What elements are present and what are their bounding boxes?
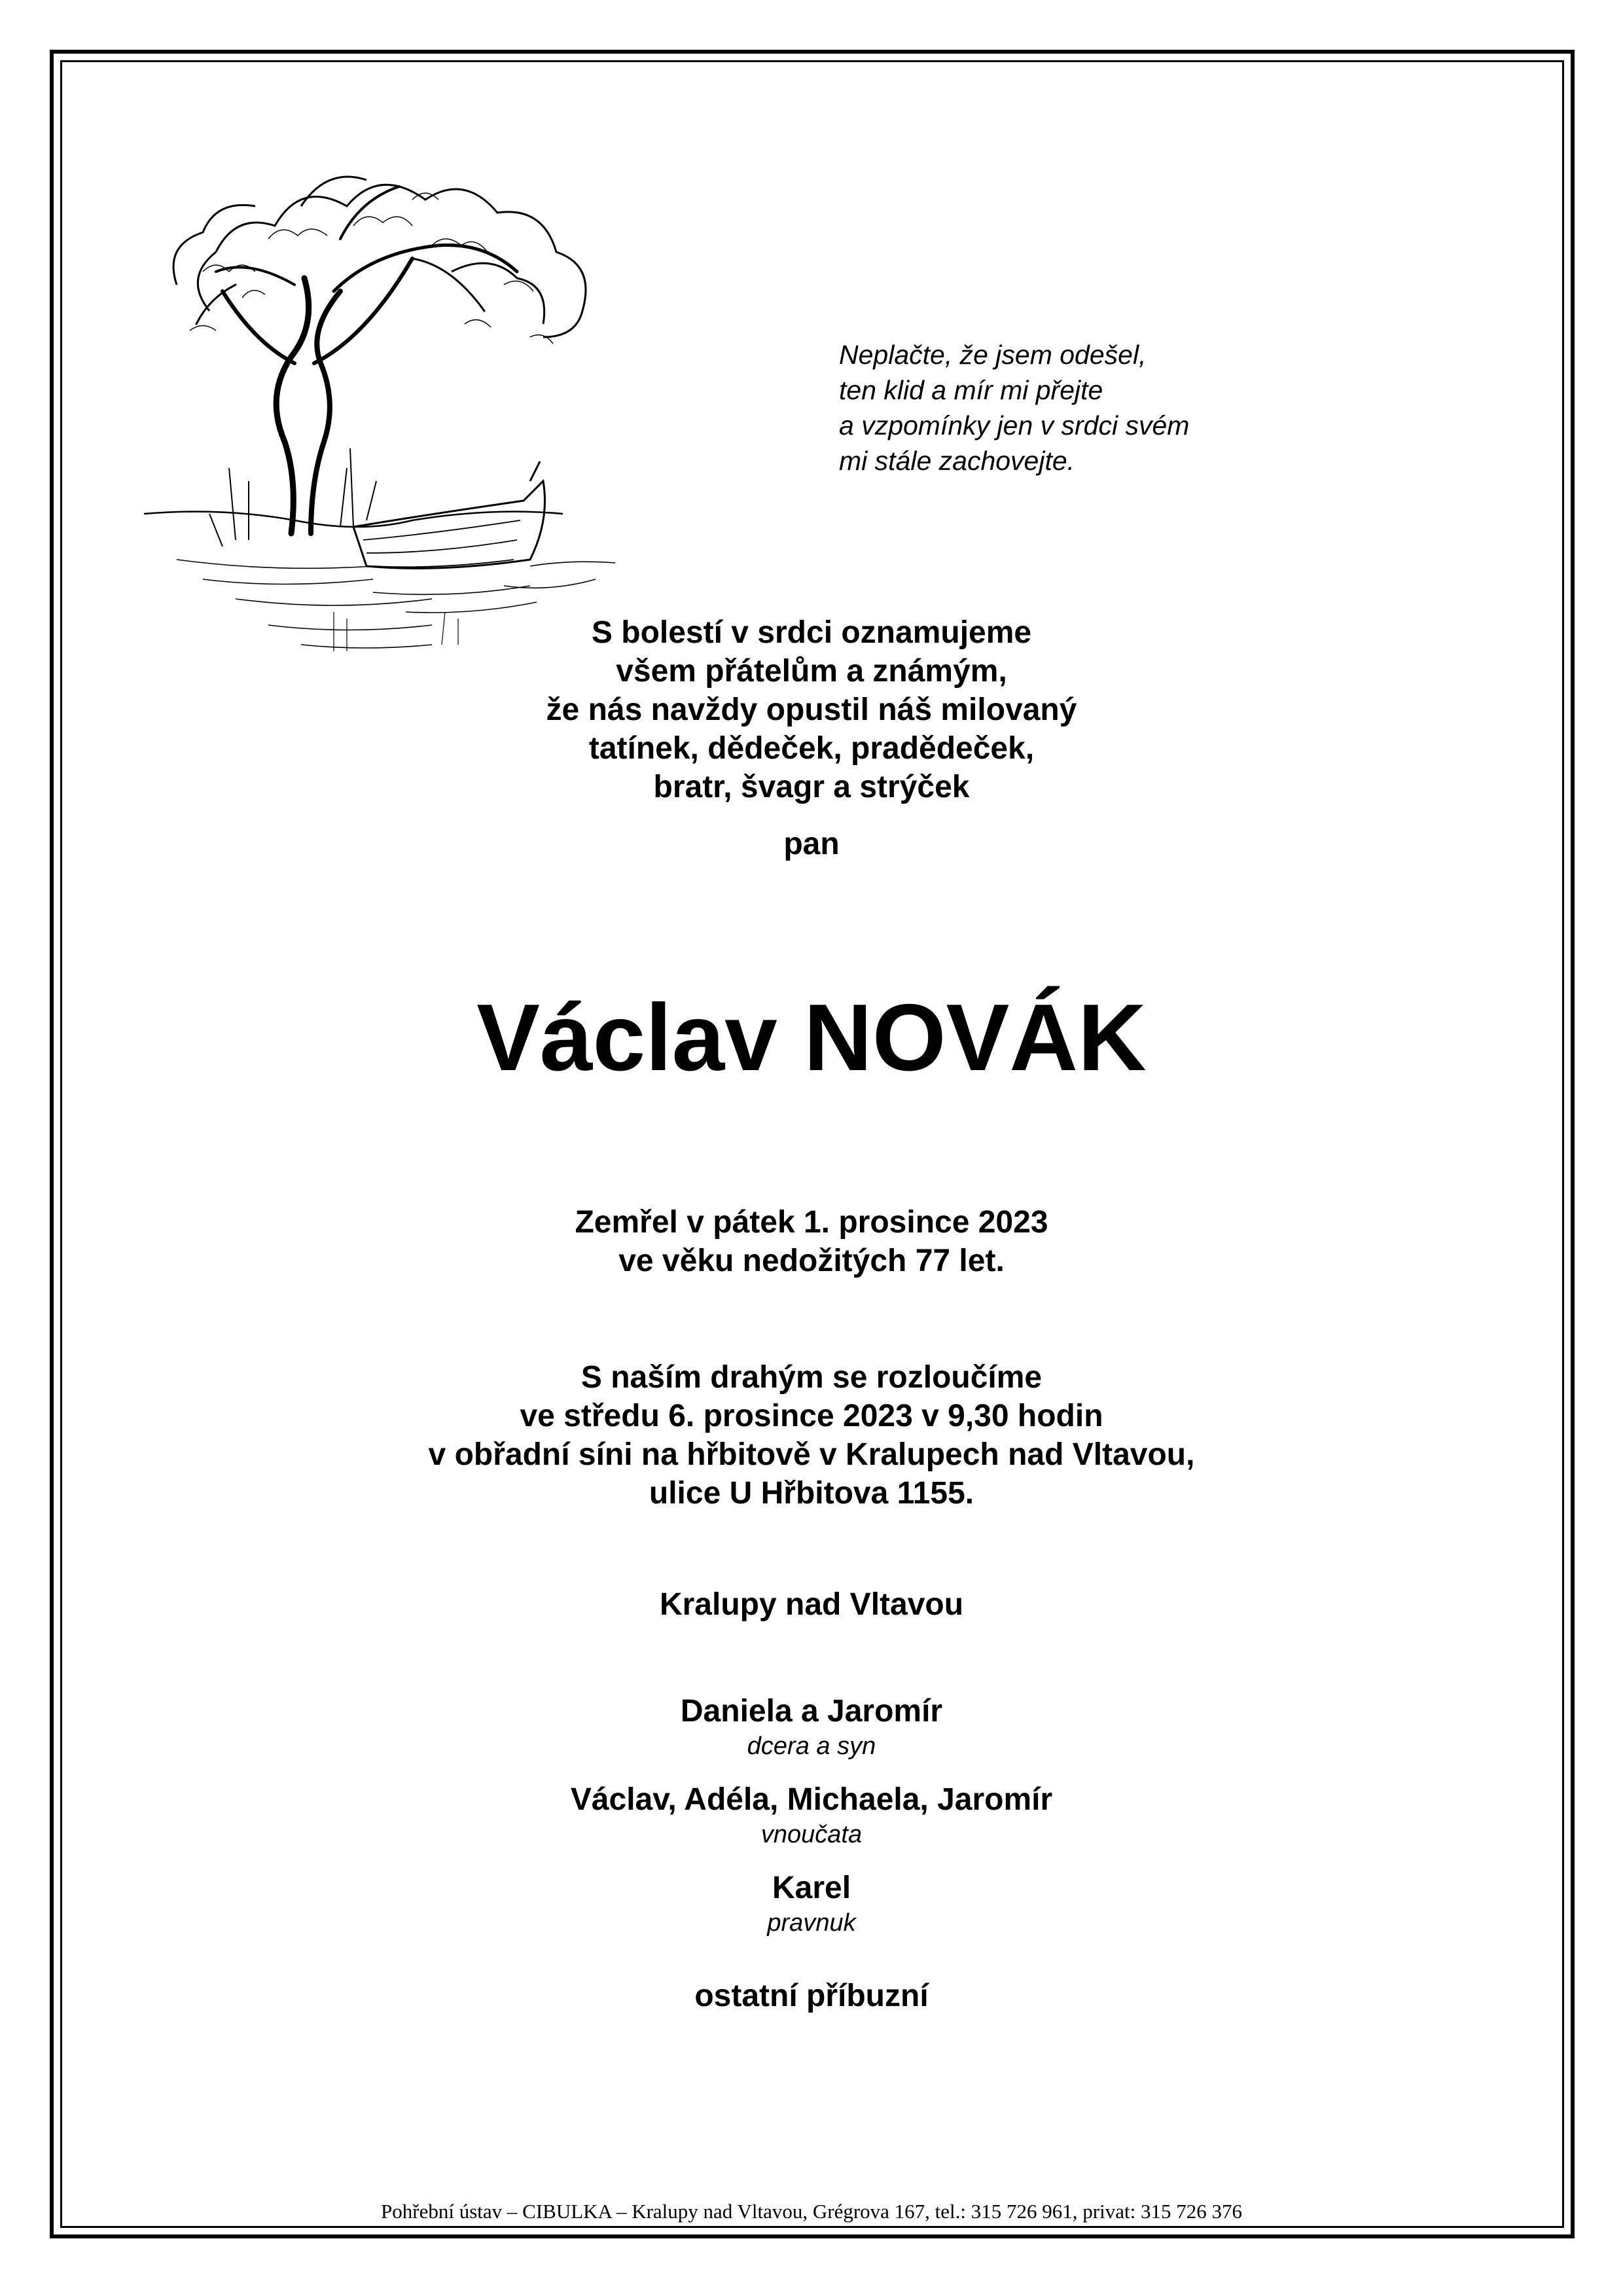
announcement-line: bratr, švagr a strýček [653,770,970,804]
poem-line: ten klid a mír mi přejte [839,375,1103,405]
family-group [0,1869,1623,1939]
death-line: ve věku nedožitých 77 let. [618,1244,1005,1278]
funeral-line: v obřadní síni na hřbitově v Kralupech nad Vltavou, [428,1437,1195,1472]
announcement [0,613,1623,806]
poem-verse [839,337,1363,478]
poem-line: a vzpomínky jen v srdci svém [839,410,1190,440]
funeral-line: ve středu 6. prosince 2023 v 9,30 hodin [520,1399,1103,1433]
family-relation: dcera a syn [747,1732,876,1760]
other-relatives: ostatní příbuzní [694,1979,929,2013]
death-info [0,1203,1623,1280]
family-relation: vnoučata [760,1821,863,1848]
funeral-line: S naším drahým se rozloučíme [580,1360,1043,1395]
announcement-line: všem přátelům a známým, [616,654,1007,689]
footer-funeral-home: Pohřební ústav – CIBULKA – Kralupy nad Vltavou, Grégrova 167, tel.: 315 726 961, privat: 315 726 376 [381,2200,1242,2223]
family-group [0,1780,1623,1850]
death-line: Zemřel v pátek 1. prosince 2023 [575,1205,1048,1240]
honorific: pan [783,827,840,861]
announcement-line: S bolestí v srdci oznamujeme [591,615,1032,650]
funeral-info [0,1358,1623,1513]
place: Kralupy nad Vltavou [659,1587,964,1622]
announcement-line: že nás navždy opustil náš milovaný [546,692,1077,727]
poem-line: mi stále zachovejte. [839,446,1075,476]
family-names: Daniela a Jaromír [680,1694,943,1729]
poem-line: Neplačte, že jsem odešel, [839,340,1147,370]
family-names: Václav, Adéla, Michaela, Jaromír [570,1782,1053,1817]
funeral-line: ulice U Hřbitova 1155. [649,1476,974,1511]
family-group [0,1692,1623,1762]
deceased-name: Václav NOVÁK [476,984,1147,1090]
announcement-line: tatínek, dědeček, pradědeček, [588,731,1035,766]
tree-and-boat-illustration [137,115,674,664]
family-relation: pravnuk [767,1909,856,1937]
family-names: Karel [772,1871,851,1905]
